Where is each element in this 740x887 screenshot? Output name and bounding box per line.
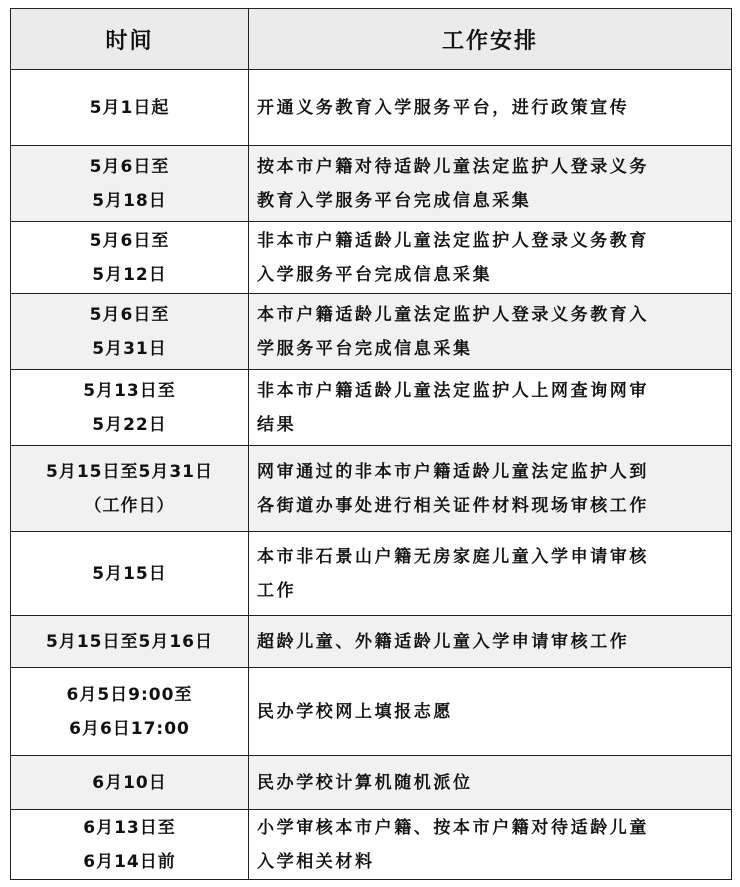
table-row: [11, 532, 732, 616]
time-cell: [11, 668, 249, 756]
schedule-table: [10, 8, 732, 880]
table-row: [11, 70, 732, 146]
table-row: [11, 146, 732, 222]
task-text: 按本市户籍对待适龄儿童法定监护人登录义务: [257, 156, 649, 177]
time-cell: [11, 532, 249, 616]
time-text: 6月5日9:00至: [66, 684, 193, 705]
task-cell: [249, 146, 732, 222]
time-text: 5月18日: [92, 190, 167, 211]
table-row: [11, 616, 732, 668]
table-row: [11, 756, 732, 810]
header-time: 时间: [11, 9, 249, 70]
time-text: 5月6日至: [89, 230, 170, 251]
task-cell: [249, 668, 732, 756]
task-cell: [249, 70, 732, 146]
task-cell: [249, 616, 732, 668]
task-cell: [249, 370, 732, 446]
time-text: 5月22日: [92, 414, 167, 435]
time-text: 5月12日: [92, 264, 167, 285]
task-cell: [249, 810, 732, 880]
task-cell: [249, 446, 732, 532]
task-text: 工作: [257, 580, 297, 601]
task-text: 本市非石景山户籍无房家庭儿童入学申请审核: [257, 546, 649, 567]
table-row: [11, 446, 732, 532]
time-text: 5月15日: [92, 563, 167, 584]
task-text: 民办学校网上填报志愿: [257, 701, 453, 722]
time-cell: [11, 70, 249, 146]
time-text: 5月1日起: [89, 97, 170, 118]
time-cell: [11, 446, 249, 532]
task-cell: [249, 222, 732, 294]
task-text: 小学审核本市户籍、按本市户籍对待适龄儿童: [257, 817, 649, 838]
task-text: 入学相关材料: [257, 851, 375, 872]
table-row: [11, 294, 732, 370]
task-text: 本市户籍适龄儿童法定监护人登录义务教育入: [257, 304, 649, 325]
task-text: 开通义务教育入学服务平台，进行政策宣传: [257, 97, 630, 118]
table-row: [11, 810, 732, 880]
header-row: [11, 9, 732, 70]
header-task: 工作安排: [249, 9, 732, 70]
task-text: 教育入学服务平台完成信息采集: [257, 190, 532, 211]
task-text: 入学服务平台完成信息采集: [257, 264, 493, 285]
task-cell: [249, 532, 732, 616]
task-text: 超龄儿童、外籍适龄儿童入学申请审核工作: [257, 631, 630, 652]
task-text: 各街道办事处进行相关证件材料现场审核工作: [257, 495, 649, 516]
time-cell: [11, 294, 249, 370]
time-cell: [11, 146, 249, 222]
time-text: 5月6日至: [89, 304, 170, 325]
task-text: 非本市户籍适龄儿童法定监护人上网查询网审: [257, 380, 649, 401]
task-text: 网审通过的非本市户籍适龄儿童法定监护人到: [257, 461, 649, 482]
time-text: 5月13日至: [83, 380, 176, 401]
time-text: 5月15日至5月31日: [46, 461, 213, 482]
task-cell: [249, 294, 732, 370]
time-text: 6月14日前: [83, 851, 176, 872]
time-text: 6月6日17:00: [69, 718, 190, 739]
time-text: 6月13日至: [83, 817, 176, 838]
task-cell: [249, 756, 732, 810]
time-cell: [11, 370, 249, 446]
time-text: 6月10日: [92, 772, 167, 793]
time-text: 5月6日至: [89, 156, 170, 177]
table-row: [11, 668, 732, 756]
table-row: [11, 370, 732, 446]
task-text: 结果: [257, 414, 297, 435]
time-text: （工作日）: [84, 495, 175, 516]
task-text: 学服务平台完成信息采集: [257, 338, 473, 359]
time-text: 5月15日至5月16日: [46, 631, 213, 652]
task-text: 民办学校计算机随机派位: [257, 772, 473, 793]
task-text: 非本市户籍适龄儿童法定监护人登录义务教育: [257, 230, 649, 251]
time-text: 5月31日: [92, 338, 167, 359]
time-cell: [11, 616, 249, 668]
time-cell: [11, 222, 249, 294]
time-cell: [11, 756, 249, 810]
time-cell: [11, 810, 249, 880]
table-row: [11, 222, 732, 294]
